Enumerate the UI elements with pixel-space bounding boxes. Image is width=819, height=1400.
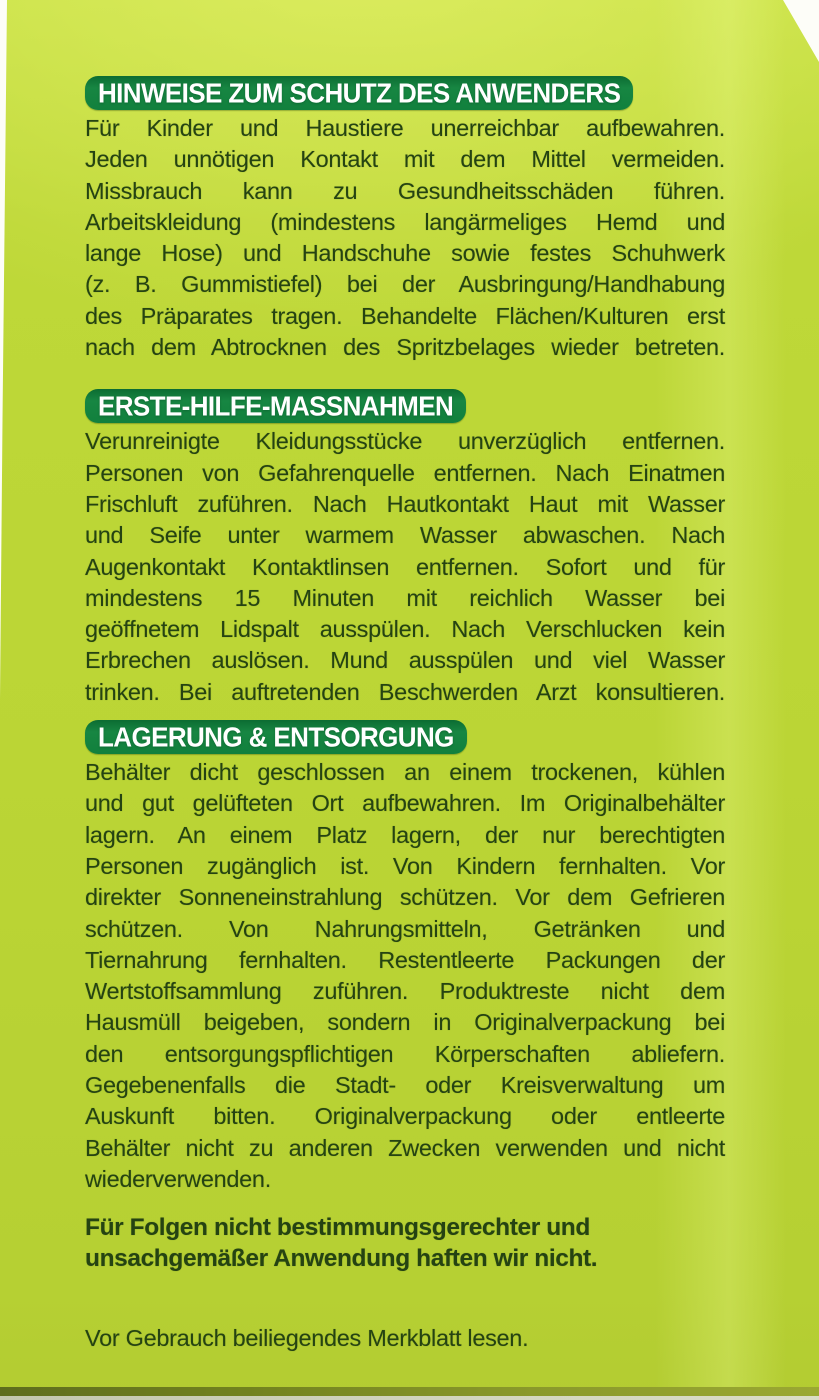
text-line: unsachgemäßer Anwendung haften wir nicht. (85, 1245, 598, 1273)
text-line: wiederverwenden. (85, 1165, 271, 1192)
liability-disclaimer (85, 1212, 725, 1274)
text-line: Für Kinder und Haustiere unerreichbar aufbewahren. (85, 115, 725, 141)
text-line: schützen. Von Nahrungsmitteln, Getränken und (85, 915, 725, 942)
text-line: Tiernahrung fernhalten. Restentleerte Packungen der (85, 946, 725, 973)
section-header-text: LAGERUNG & ENTSORGUNG (98, 720, 454, 754)
text-line: Behälter nicht zu anderen Zwecken verwenden und nicht (85, 1134, 725, 1161)
text-line: Gegebenenfalls die Stadt- oder Kreisverwaltung um (85, 1072, 725, 1099)
section-header-badge (85, 76, 633, 110)
section-header-text: ERSTE-HILFE-MASSNAHMEN (98, 390, 454, 423)
box-bottom-edge-shadow (0, 1387, 819, 1396)
section-header-badge (85, 389, 466, 423)
text-line: Erbrechen auslösen. Mund ausspülen und viel Wasser (85, 647, 725, 674)
text-line: den entsorgungspflichtigen Körperschaften abliefern. (85, 1040, 725, 1067)
text-line: trinken. Bei auftretenden Beschwerden Arzt konsultieren. (85, 678, 725, 705)
text-line: Wertstoffsammlung zuführen. Produktreste nicht dem (85, 978, 725, 1005)
text-line: Jeden unnötigen Kontakt mit dem Mittel vermeiden. (85, 146, 725, 173)
text-line: Für Folgen nicht bestimmungsgerechter und (85, 1214, 590, 1242)
section-user-protection (85, 76, 725, 363)
leaflet-instruction: Vor Gebrauch beiliegendes Merkblatt lesen. (85, 1325, 529, 1352)
text-line: nach dem Abtrocknen des Spritzbelages wieder betreten. (85, 334, 725, 361)
section-header-text: HINWEISE ZUM SCHUTZ DES ANWENDERS (98, 76, 621, 110)
text-line: mindestens 15 Minuten mit reichlich Wasser bei (85, 584, 725, 611)
text-line: Missbrauch kann zu Gesundheitsschäden führen. (85, 177, 725, 204)
text-line: lagern. An einem Platz lagern, der nur berechtigten (85, 821, 725, 848)
text-line: Verunreinigte Kleidungsstücke unverzüglich entfernen. (85, 428, 725, 455)
text-line: Frischluft zuführen. Nach Hautkontakt Haut mit Wasser (85, 490, 725, 517)
section-body-text (85, 757, 725, 1195)
box-bottom-edge-highlight (0, 1396, 819, 1400)
text-line: und Seife unter warmem Wasser abwaschen. Nach (85, 522, 725, 549)
section-header-badge (85, 720, 467, 754)
text-line: direkter Sonneneinstrahlung schützen. Vor dem Gefrieren (85, 884, 725, 911)
text-line: Auskunft bitten. Originalverpackung oder entleerte (85, 1103, 725, 1130)
text-line: Behälter dicht geschlossen an einem trockenen, kühlen (85, 759, 725, 786)
text-line: Hausmüll beigeben, sondern in Originalverpackung bei (85, 1009, 725, 1036)
text-line: Personen zugänglich ist. Von Kindern fernhalten. Vor (85, 852, 725, 879)
text-line: des Präparates tragen. Behandelte Flächen/Kulturen erst (85, 302, 725, 329)
section-storage-disposal (85, 720, 725, 1195)
text-line: und gut gelüfteten Ort aufbewahren. Im Originalbehälter (85, 790, 725, 817)
section-body-text (85, 426, 725, 708)
section-body-text (85, 113, 725, 363)
section-first-aid (85, 389, 725, 708)
text-line: lange Hose) und Handschuhe sowie festes Schuhwerk (85, 240, 725, 267)
text-line: Augenkontakt Kontaktlinsen entfernen. Sofort und für (85, 553, 725, 580)
text-line: Personen von Gefahrenquelle entfernen. Nach Einatmen (85, 459, 725, 486)
text-line: (z. B. Gummistiefel) bei der Ausbringung/Handhabung (85, 271, 725, 298)
text-line: Arbeitskleidung (mindestens langärmeliges Hemd und (85, 208, 725, 235)
text-line: geöffnetem Lidspalt ausspülen. Nach Verschlucken kein (85, 616, 725, 643)
